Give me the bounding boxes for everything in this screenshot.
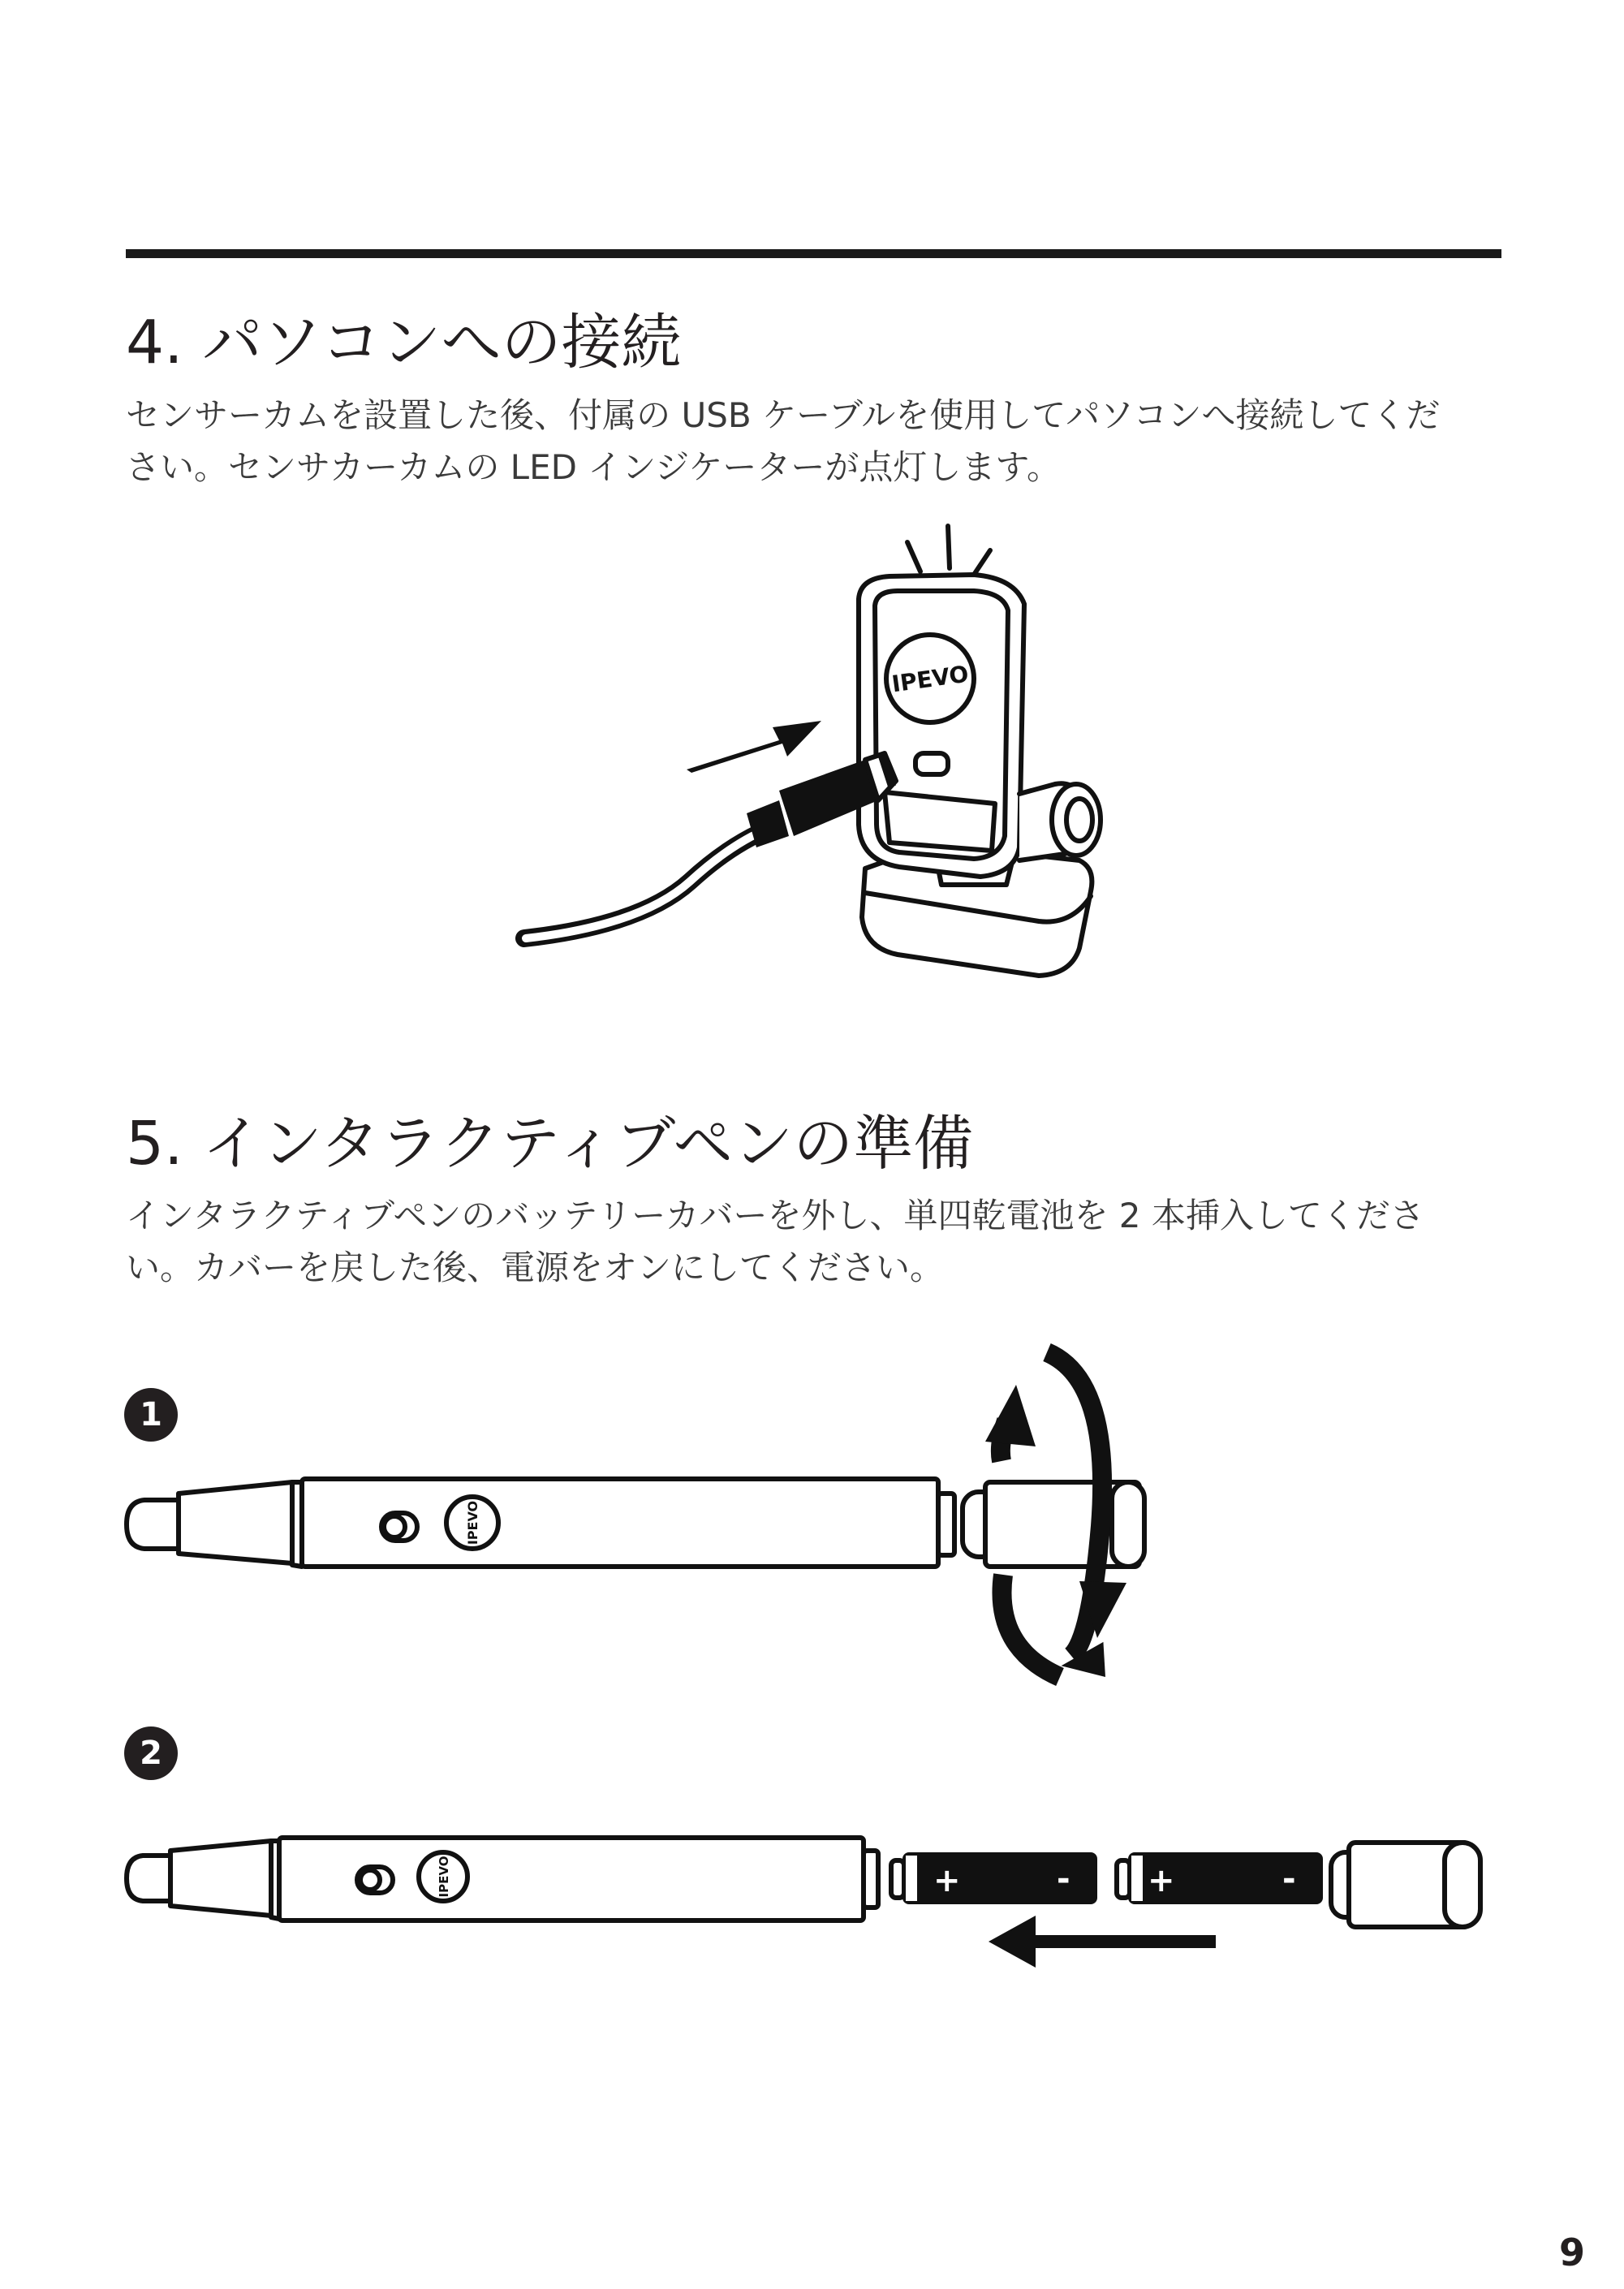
- battery-cover: [1331, 1843, 1480, 1927]
- pen-taper: [170, 1841, 271, 1916]
- section-5-line-2: い。カバーを戻した後、電源をオンにしてください。: [126, 1248, 945, 1287]
- battery-2-icon: [1117, 1852, 1323, 1904]
- battery-2-plus: +: [1148, 1862, 1175, 1899]
- battery-1-minus: -: [1057, 1860, 1070, 1898]
- battery-1-icon: [891, 1852, 1097, 1904]
- section-5-line-1: インタラクティブペンのバッテリーカバーを外し、単四乾電池を 2 本挿入してくださ: [126, 1196, 1424, 1235]
- page-number: 9: [1558, 2231, 1585, 2274]
- pen-logo-text: IPEVO: [465, 1500, 480, 1545]
- step-1-badge: 1: [124, 1388, 178, 1442]
- section-4-line-2: さい。センサカーカムの LED インジケーターが点灯します。: [126, 447, 1062, 487]
- section-5-heading: 5. インタラクティブペンの準備: [126, 1109, 974, 1179]
- camera-logo-text: IPEVO: [890, 660, 971, 698]
- insert-direction-arrow-icon: [989, 1916, 1216, 1968]
- section-4-heading: 4. パソコンへの接続: [126, 308, 682, 377]
- pen-tip: [127, 1856, 172, 1901]
- battery-2-minus: -: [1282, 1860, 1296, 1898]
- section-4-line-1: センサーカムを設置した後、付属の USB ケーブルを使用してパソコンへ接続してくだ: [126, 395, 1441, 435]
- battery-1-plus: +: [933, 1862, 961, 1899]
- pen-logo-text: IPEVO: [437, 1856, 451, 1898]
- step-2-badge: 2: [124, 1726, 178, 1780]
